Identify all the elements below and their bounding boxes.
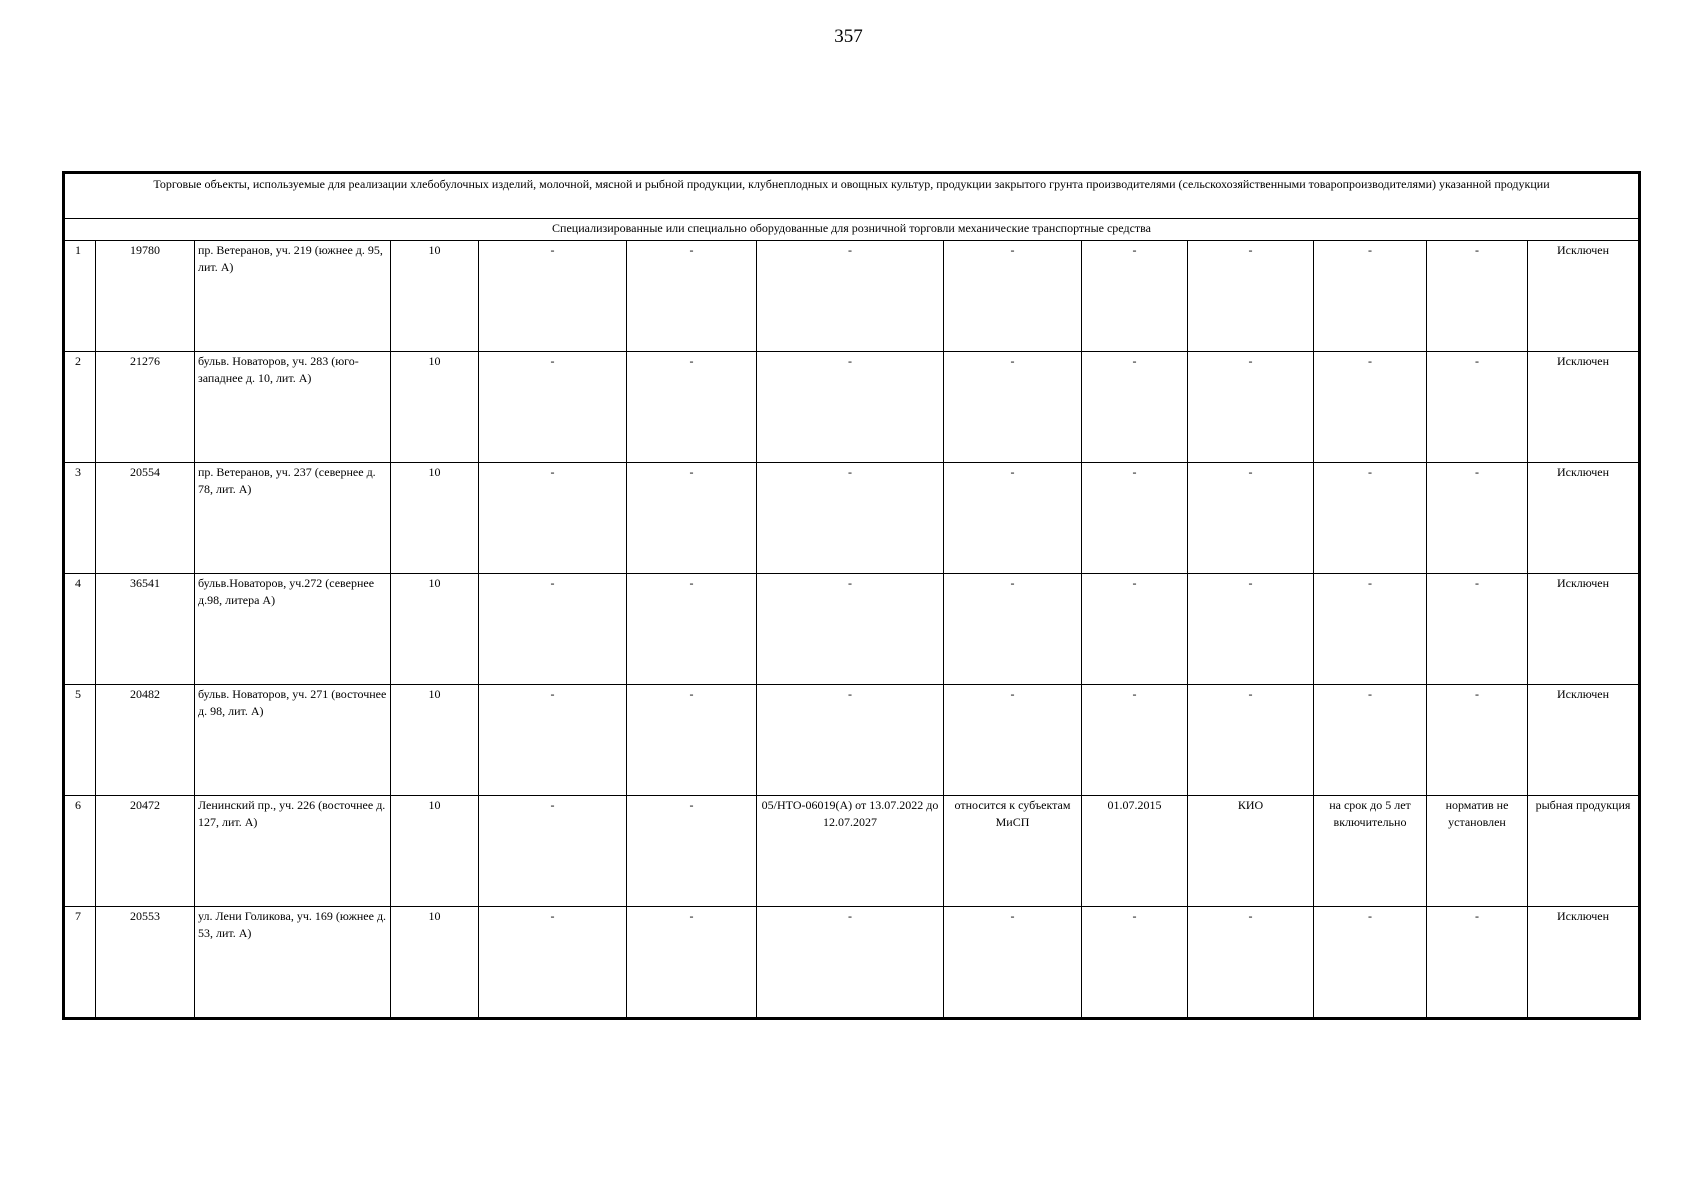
cell-area: 10 <box>391 574 479 685</box>
cell-status: Исключен <box>1528 463 1640 574</box>
cell-address: Ленинский пр., уч. 226 (восточнее д. 127, лит. А) <box>195 796 391 907</box>
cell-row-number: 2 <box>64 352 96 463</box>
cell-authority: - <box>1188 241 1314 352</box>
table-row <box>64 907 1640 1019</box>
cell-col-6: - <box>627 574 757 685</box>
cell-contract: - <box>757 352 944 463</box>
cell-col-5: - <box>479 352 627 463</box>
cell-smb-status: - <box>944 241 1082 352</box>
cell-authority: - <box>1188 352 1314 463</box>
cell-object-id: 20482 <box>96 685 195 796</box>
cell-row-number: 6 <box>64 796 96 907</box>
cell-norm: - <box>1427 352 1528 463</box>
cell-term: - <box>1314 241 1427 352</box>
cell-area: 10 <box>391 352 479 463</box>
cell-col-6: - <box>627 685 757 796</box>
subsection-title: Специализированные или специально оборудованные для розничной торговли механические транспортные средства <box>64 219 1640 241</box>
cell-authority: КИО <box>1188 796 1314 907</box>
cell-smb-status: - <box>944 907 1082 1019</box>
cell-norm: норматив не установлен <box>1427 796 1528 907</box>
cell-area: 10 <box>391 796 479 907</box>
cell-col-6: - <box>627 352 757 463</box>
cell-term: - <box>1314 352 1427 463</box>
cell-authority: - <box>1188 685 1314 796</box>
cell-row-number: 3 <box>64 463 96 574</box>
page-number: 357 <box>834 26 863 47</box>
cell-col-6: - <box>627 463 757 574</box>
cell-object-id: 20472 <box>96 796 195 907</box>
cell-contract: 05/НТО-06019(А) от 13.07.2022 до 12.07.2027 <box>757 796 944 907</box>
cell-contract: - <box>757 907 944 1019</box>
cell-address: ул. Лени Голикова, уч. 169 (южнее д. 53, лит. А) <box>195 907 391 1019</box>
cell-smb-status: - <box>944 574 1082 685</box>
table-row <box>64 352 1640 463</box>
cell-contract: - <box>757 685 944 796</box>
cell-row-number: 4 <box>64 574 96 685</box>
table-row <box>64 574 1640 685</box>
cell-contract: - <box>757 574 944 685</box>
cell-term: - <box>1314 907 1427 1019</box>
cell-date: - <box>1082 907 1188 1019</box>
cell-term: - <box>1314 574 1427 685</box>
cell-status: Исключен <box>1528 241 1640 352</box>
cell-status: Исключен <box>1528 907 1640 1019</box>
cell-col-5: - <box>479 685 627 796</box>
cell-address: пр. Ветеранов, уч. 219 (южнее д. 95, лит. А) <box>195 241 391 352</box>
cell-authority: - <box>1188 907 1314 1019</box>
cell-term: - <box>1314 463 1427 574</box>
cell-object-id: 20553 <box>96 907 195 1019</box>
cell-authority: - <box>1188 574 1314 685</box>
subsection-header-row <box>64 219 1640 241</box>
table-row <box>64 241 1640 352</box>
cell-object-id: 20554 <box>96 463 195 574</box>
table-row <box>64 796 1640 907</box>
cell-col-5: - <box>479 574 627 685</box>
table-row <box>64 463 1640 574</box>
cell-authority: - <box>1188 463 1314 574</box>
cell-term: на срок до 5 лет включительно <box>1314 796 1427 907</box>
cell-object-id: 36541 <box>96 574 195 685</box>
cell-status: Исключен <box>1528 352 1640 463</box>
cell-col-5: - <box>479 796 627 907</box>
cell-smb-status: относится к субъектам МиСП <box>944 796 1082 907</box>
cell-object-id: 21276 <box>96 352 195 463</box>
cell-term: - <box>1314 685 1427 796</box>
cell-area: 10 <box>391 907 479 1019</box>
section-header-row <box>64 173 1640 219</box>
cell-date: - <box>1082 685 1188 796</box>
cell-date: - <box>1082 352 1188 463</box>
cell-row-number: 1 <box>64 241 96 352</box>
cell-area: 10 <box>391 685 479 796</box>
cell-status: Исключен <box>1528 685 1640 796</box>
cell-norm: - <box>1427 463 1528 574</box>
cell-address: бульв.Новаторов, уч.272 (севернее д.98, литера А) <box>195 574 391 685</box>
trade-objects-table <box>62 171 1641 1020</box>
cell-status: рыбная продукция <box>1528 796 1640 907</box>
cell-norm: - <box>1427 574 1528 685</box>
cell-col-6: - <box>627 241 757 352</box>
cell-date: - <box>1082 241 1188 352</box>
cell-col-6: - <box>627 796 757 907</box>
cell-date: 01.07.2015 <box>1082 796 1188 907</box>
table-row <box>64 685 1640 796</box>
cell-date: - <box>1082 574 1188 685</box>
cell-address: бульв. Новаторов, уч. 283 (юго-западнее д. 10, лит. А) <box>195 352 391 463</box>
cell-address: бульв. Новаторов, уч. 271 (восточнее д. 98, лит. А) <box>195 685 391 796</box>
cell-area: 10 <box>391 463 479 574</box>
cell-smb-status: - <box>944 685 1082 796</box>
cell-date: - <box>1082 463 1188 574</box>
cell-col-5: - <box>479 241 627 352</box>
cell-address: пр. Ветеранов, уч. 237 (севернее д. 78, лит. А) <box>195 463 391 574</box>
cell-row-number: 7 <box>64 907 96 1019</box>
section-title: Торговые объекты, используемые для реализации хлебобулочных изделий, молочной, мясной и рыбной продукции, клубнеплодных и овощных культур, продукции закрытого грунта производителями (сельскохозяйственными товаропроизводителями) указанной продукции <box>64 173 1640 219</box>
cell-contract: - <box>757 241 944 352</box>
cell-row-number: 5 <box>64 685 96 796</box>
cell-smb-status: - <box>944 463 1082 574</box>
cell-object-id: 19780 <box>96 241 195 352</box>
cell-contract: - <box>757 463 944 574</box>
cell-status: Исключен <box>1528 574 1640 685</box>
cell-col-6: - <box>627 907 757 1019</box>
cell-smb-status: - <box>944 352 1082 463</box>
cell-area: 10 <box>391 241 479 352</box>
cell-norm: - <box>1427 241 1528 352</box>
cell-col-5: - <box>479 907 627 1019</box>
cell-norm: - <box>1427 685 1528 796</box>
cell-col-5: - <box>479 463 627 574</box>
cell-norm: - <box>1427 907 1528 1019</box>
